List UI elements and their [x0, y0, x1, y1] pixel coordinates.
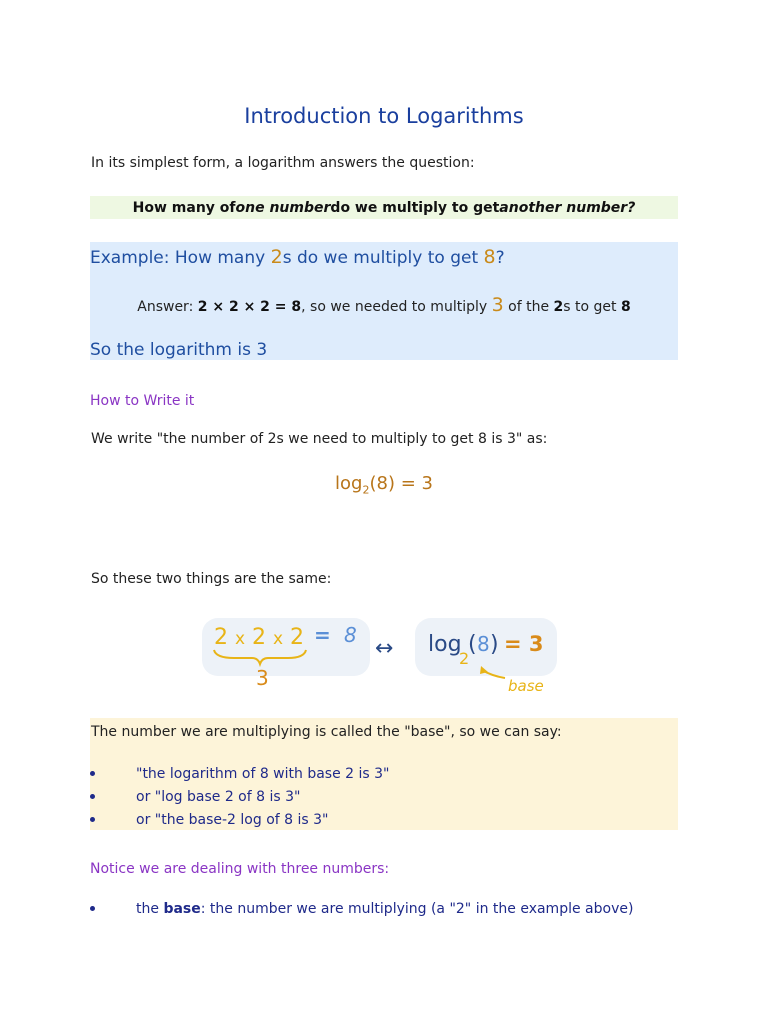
base-bullet-text-1: "the logarithm of 8 with base 2 is 3": [136, 766, 390, 782]
example-heading-b: s do we multiply to get: [282, 248, 484, 268]
answer-expression: 2 × 2 × 2 = 8: [197, 299, 302, 315]
log-notation: [0, 473, 768, 497]
base-box-text: The number we are multiplying is called the "base", so we can say:: [91, 724, 562, 740]
log-word: log: [335, 473, 363, 494]
base-bullet-item-1: [136, 766, 390, 782]
how-to-write-paragraph: We write "the number of 2s we need to multiply to get 8 is 3" as:: [91, 431, 548, 447]
left-two-3: 2: [290, 625, 304, 650]
left-two-2: 2: [252, 625, 266, 650]
question-part-2: one number: [235, 199, 331, 216]
example-answer: [90, 294, 678, 316]
intro-text: In its simplest form, a logarithm answers the question:: [91, 155, 475, 171]
base-label: base: [508, 677, 544, 695]
example-heading-num2: 8: [483, 246, 496, 268]
answer-bold-2: 2: [553, 299, 564, 315]
left-times-1: x: [235, 629, 246, 649]
notice-item-bold: base: [163, 901, 201, 917]
notice-bullet-item: [136, 901, 633, 917]
example-conclusion: So the logarithm is 3: [90, 340, 268, 360]
example-heading-num: 2: [270, 246, 283, 268]
page-title: Introduction to Logarithms: [244, 104, 524, 128]
answer-d: s to get: [563, 299, 621, 315]
log-base-subscript: 2: [362, 483, 370, 497]
left-two-1: 2: [214, 625, 228, 650]
example-heading: [90, 246, 505, 268]
base-box: [90, 718, 678, 830]
left-times-2: x: [273, 629, 284, 649]
question-box: [90, 196, 678, 219]
equivalence-diagram: [200, 612, 560, 698]
bullet-icon: [90, 771, 95, 776]
bullet-icon: [90, 817, 95, 822]
right-paren-close: ): [490, 632, 499, 657]
answer-b: , so we needed to multiply: [301, 299, 492, 315]
same-paragraph: So these two things are the same:: [91, 571, 332, 587]
question-part-3: do we multiply to get: [330, 199, 500, 216]
example-heading-c: ?: [495, 248, 505, 268]
base-bullet-text-2: or "log base 2 of 8 is 3": [136, 789, 301, 805]
bullet-icon: [90, 794, 95, 799]
right-equals-result: = 3: [504, 632, 544, 656]
base-bullet-text-3: or "the base-2 log of 8 is 3": [136, 812, 329, 828]
answer-bold-8: 8: [620, 299, 631, 315]
double-arrow-icon: ↔: [375, 636, 394, 661]
notice-item-pre: the: [136, 901, 164, 917]
question-part-1: How many of: [132, 199, 236, 216]
section-heading-notice: Notice we are dealing with three numbers:: [90, 861, 390, 877]
notice-item-post: : the number we are multiplying (a "2" in the example above): [200, 901, 634, 917]
base-bullet-item-2: [136, 789, 300, 805]
answer-c: of the: [503, 299, 554, 315]
right-paren-open: (: [468, 632, 477, 657]
bullet-icon: [90, 906, 95, 911]
example-heading-a: Example: How many: [90, 248, 271, 268]
left-equals: =: [314, 623, 331, 647]
question-part-4: another number?: [499, 199, 636, 216]
left-count: 3: [256, 666, 269, 690]
right-log-word: log: [428, 632, 462, 657]
right-base-subscript: 2: [459, 649, 470, 668]
right-argument: 8: [477, 632, 490, 656]
answer-count: 3: [491, 294, 504, 316]
section-heading-how-to-write: How to Write it: [90, 393, 195, 409]
answer-a: Answer:: [137, 299, 198, 315]
example-box: [90, 242, 678, 360]
base-bullet-item-3: [136, 812, 329, 828]
left-result: 8: [344, 623, 357, 647]
log-argument-result: (8) = 3: [369, 473, 433, 494]
